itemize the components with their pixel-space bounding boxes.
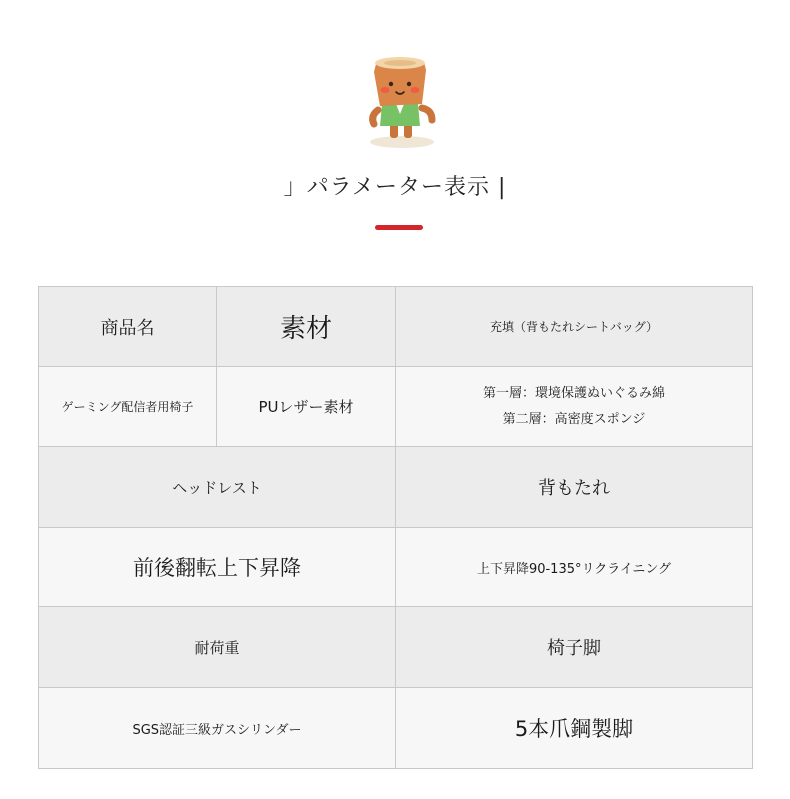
table-row	[39, 528, 753, 607]
material-value: PUレザー素材	[217, 367, 396, 447]
header-product-name: 商品名	[39, 287, 217, 367]
product-name-value: ゲーミング配信者用椅子	[39, 367, 217, 447]
filling-layer-2: 第二層：高密度スポンジ	[502, 411, 646, 427]
chair-legs-label: 椅子脚	[396, 607, 753, 688]
table-row	[39, 367, 753, 447]
load-capacity-label: 耐荷重	[39, 607, 396, 688]
headrest-label: ヘッドレスト	[39, 447, 396, 528]
load-capacity-value: SGS認証三級ガスシリンダー	[39, 688, 396, 769]
table-row	[39, 447, 753, 528]
backrest-value: 上下昇降90-135°リクライニング	[396, 528, 753, 607]
stump-character-icon	[360, 50, 440, 150]
filling-value	[396, 367, 753, 447]
header-filling: 充填（背もたれシートバッグ）	[396, 287, 753, 367]
chair-legs-value: 5本爪鋼製脚	[396, 688, 753, 769]
header-material: 素材	[217, 287, 396, 367]
table-row	[39, 607, 753, 688]
heading-underline	[375, 225, 423, 230]
parameter-table	[38, 286, 753, 769]
section-heading: 」パラメーター表示 |	[283, 175, 507, 200]
table-row	[39, 688, 753, 769]
headrest-value: 前後翻転上下昇降	[39, 528, 396, 607]
filling-layer-1: 第一層：環境保護ぬいぐるみ綿	[482, 385, 665, 401]
backrest-label: 背もたれ	[396, 447, 753, 528]
table-row	[39, 287, 753, 367]
